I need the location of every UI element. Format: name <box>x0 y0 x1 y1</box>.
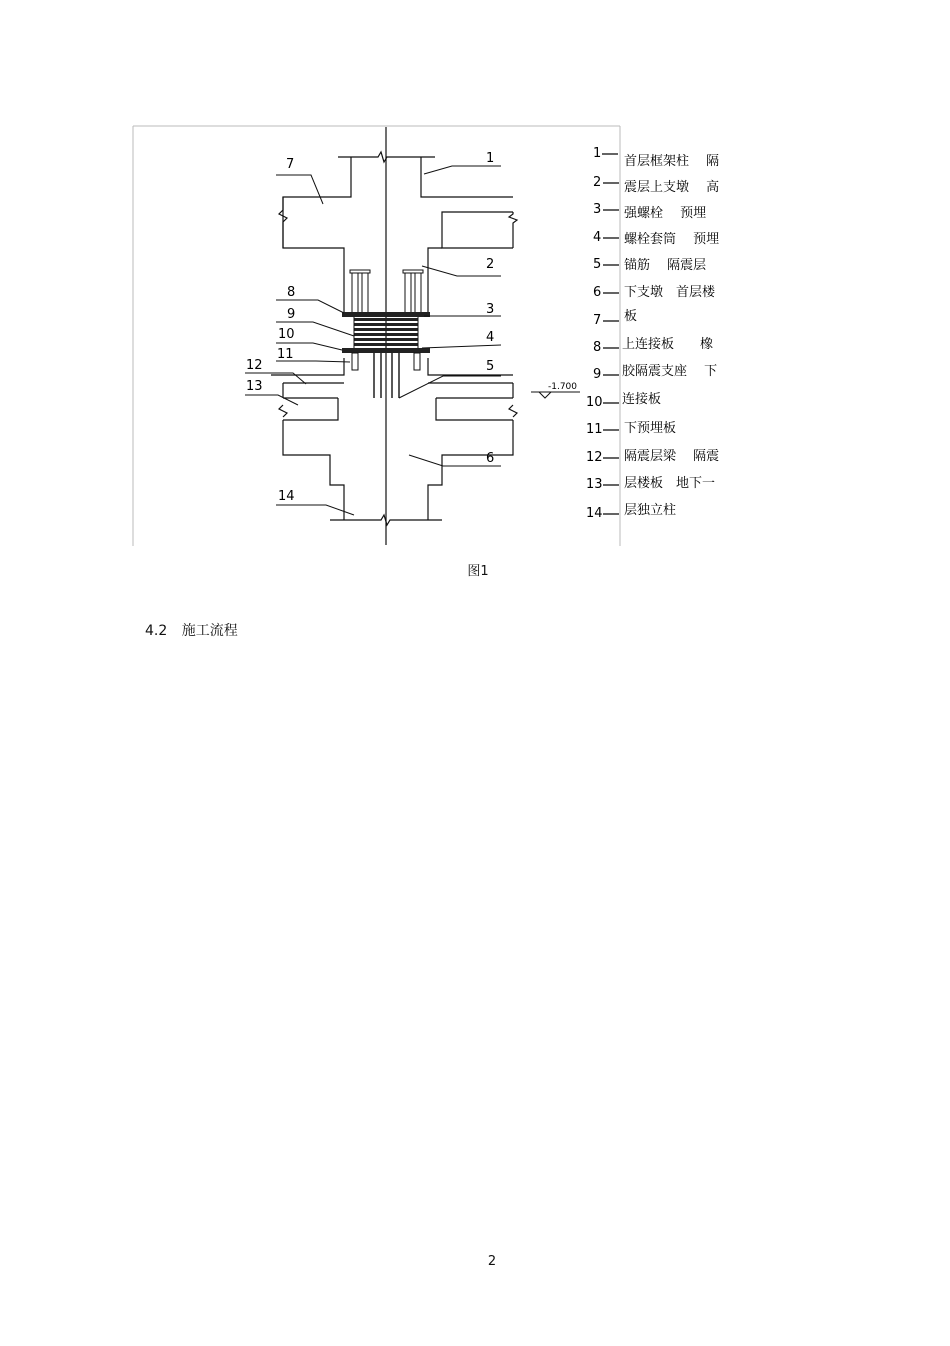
callout: 13 <box>246 379 263 394</box>
legend-number: 13 <box>586 477 603 492</box>
figure-caption: 图1 <box>467 564 489 579</box>
legend-number: 12 <box>586 450 603 465</box>
legend-number: 8 <box>593 340 602 355</box>
callout: 9 <box>287 307 296 322</box>
legend-number: 11 <box>586 422 603 437</box>
legend-text: 震层上支墩 高 <box>624 180 720 195</box>
legend-text: 上连接板 橡 <box>622 337 714 352</box>
legend-text: 强螺栓 预埋 <box>624 206 707 221</box>
legend-number: 2 <box>593 175 602 190</box>
legend-number: 4 <box>593 230 602 245</box>
callout: 3 <box>486 302 495 317</box>
legend-number: 5 <box>593 257 602 272</box>
legend-number: 10 <box>586 395 603 410</box>
callout: 4 <box>486 330 495 345</box>
callout: 8 <box>287 285 296 300</box>
section-number: 4.2 <box>145 623 168 639</box>
page-number: 2 <box>487 1254 497 1269</box>
section-title: 施工流程 <box>181 623 238 639</box>
callout: 1 <box>486 151 495 166</box>
callout: 11 <box>277 347 294 362</box>
legend-number: 7 <box>593 313 602 328</box>
callout: 5 <box>486 359 495 374</box>
legend-number: 14 <box>586 506 603 521</box>
callout: 2 <box>486 257 495 272</box>
legend-number: 9 <box>593 367 602 382</box>
legend-text: 层独立柱 <box>624 503 677 518</box>
section-heading <box>145 620 238 640</box>
legend-text: 下支墩 首层楼 <box>624 285 716 300</box>
legend-text: 锚筋 隔震层 <box>624 258 707 273</box>
callout: 12 <box>246 358 263 373</box>
legend-number: 1 <box>593 146 602 161</box>
legend-text: 隔震层梁 隔震 <box>624 449 720 464</box>
callout: 10 <box>278 327 295 342</box>
legend <box>586 146 719 521</box>
legend-text: 板 <box>624 309 638 324</box>
legend-number: 6 <box>593 285 602 300</box>
legend-text: 胶隔震支座 下 <box>622 364 718 379</box>
legend-text: 螺栓套筒 预埋 <box>624 232 720 247</box>
elevation-label: -1.700 <box>548 382 578 392</box>
callout: 7 <box>286 157 295 172</box>
legend-text: 首层框架柱 隔 <box>624 154 720 169</box>
callout: 14 <box>278 489 295 504</box>
callout: 6 <box>486 451 495 466</box>
legend-number: 3 <box>593 202 602 217</box>
legend-text: 层楼板 地下一 <box>624 476 716 491</box>
legend-text: 下预埋板 <box>624 421 677 436</box>
legend-text: 连接板 <box>622 392 662 407</box>
